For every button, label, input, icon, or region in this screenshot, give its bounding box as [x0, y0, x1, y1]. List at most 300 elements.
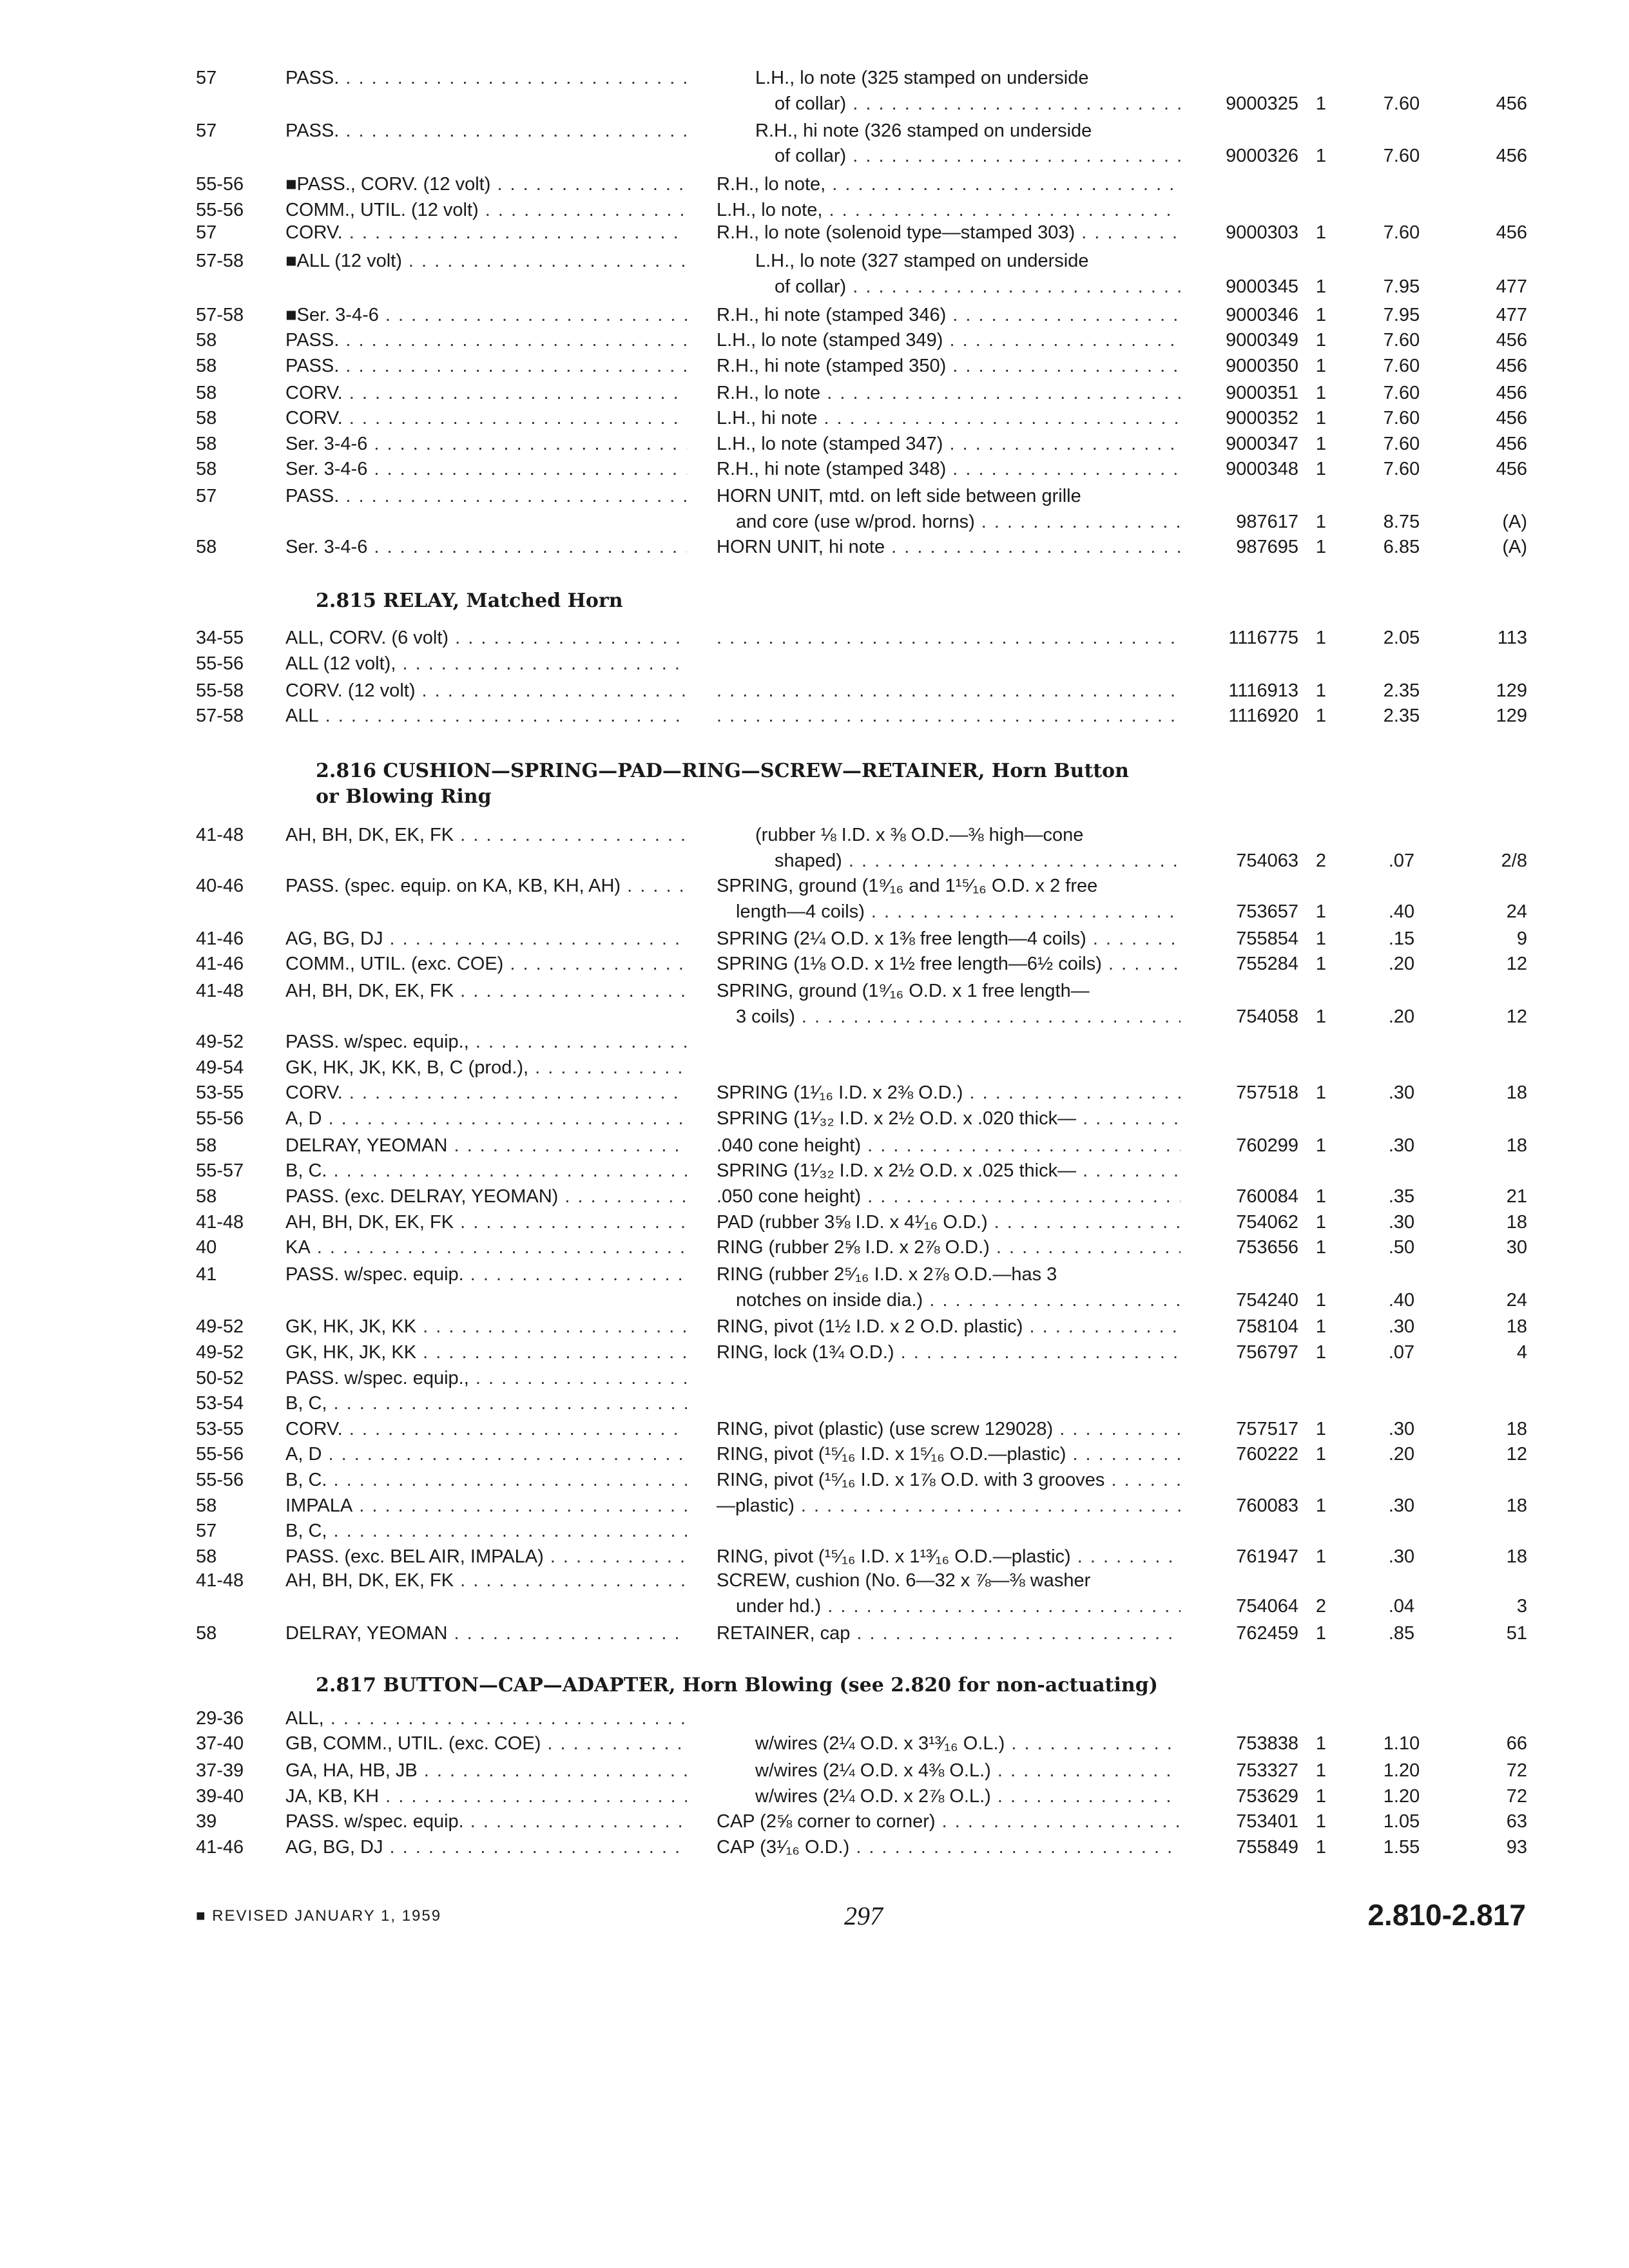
part-description: RETAINER, cap . . . — [717, 1620, 1181, 1646]
list-price: 7.95 — [1383, 276, 1420, 297]
year-range: 55-56 — [196, 1470, 244, 1490]
part-description-cont: of collar) . . . — [717, 143, 1181, 169]
model-name: JA, KB, KH . . . — [285, 1783, 687, 1809]
year-range: 58 — [196, 537, 217, 557]
list-price: 1.20 — [1383, 1786, 1420, 1807]
part-number: 753656 — [1236, 1237, 1298, 1258]
model-name: PASS. . . . — [285, 65, 687, 91]
table-row — [0, 1731, 1629, 1756]
model-name: PASS. . . . — [285, 353, 687, 379]
part-description: RING, pivot (plastic) (use screw 129028) . . . — [717, 1416, 1181, 1442]
part-description: R.H., hi note (stamped 350) . . . — [717, 353, 1181, 379]
group-code: 456 — [1496, 356, 1527, 376]
model-name: COMM., UTIL. (12 volt) . . . — [285, 197, 687, 223]
part-description-cont: and core (use w/prod. horns) . . . — [717, 509, 1181, 535]
part-number: 758104 — [1236, 1316, 1298, 1337]
year-range: 41-46 — [196, 1837, 244, 1858]
part-description — [717, 625, 1181, 651]
table-row — [0, 1467, 1629, 1493]
year-range: 57 — [196, 68, 217, 88]
quantity: 1 — [1315, 1006, 1327, 1027]
model-name: CORV. . . . — [285, 405, 687, 431]
part-description — [717, 703, 1181, 729]
part-description-cont: notches on inside dia.) . . . — [717, 1287, 1181, 1313]
part-number: 760222 — [1236, 1444, 1298, 1465]
part-number: 760084 — [1236, 1186, 1298, 1207]
part-description: R.H., hi note (326 stamped on underside — [755, 120, 1092, 141]
quantity: 1 — [1315, 93, 1327, 114]
list-price: 7.60 — [1383, 222, 1420, 243]
quantity: 1 — [1315, 356, 1327, 376]
group-code: 66 — [1506, 1733, 1527, 1754]
year-range: 49-52 — [196, 1342, 244, 1363]
model-name: ■PASS., CORV. (12 volt) . . . — [285, 171, 687, 197]
list-price: .20 — [1388, 1444, 1415, 1465]
group-code: 12 — [1506, 1444, 1527, 1465]
table-row — [0, 1568, 1629, 1593]
part-number: 755284 — [1236, 954, 1298, 974]
part-number: 755849 — [1236, 1837, 1298, 1858]
part-description: w/wires (2¼ O.D. x 4⅜ O.L.) . . . — [717, 1758, 1181, 1783]
part-number: 757517 — [1236, 1419, 1298, 1439]
list-price: .30 — [1388, 1082, 1415, 1103]
year-range: 37-40 — [196, 1733, 244, 1754]
table-row — [0, 302, 1629, 328]
quantity: 1 — [1315, 1546, 1327, 1567]
model-name: DELRAY, YEOMAN . . . — [285, 1133, 687, 1158]
part-description: HORN UNIT, mtd. on left side between grille — [717, 486, 1081, 506]
part-number: 753629 — [1236, 1786, 1298, 1807]
table-row — [0, 1029, 1629, 1055]
part-description: L.H., lo note (stamped 349) . . . — [717, 327, 1181, 353]
model-name: B, C. . . . — [285, 1158, 687, 1184]
table-row — [0, 1106, 1629, 1131]
model-name: ALL, CORV. (6 volt) . . . — [285, 625, 687, 651]
model-name: PASS. (exc. DELRAY, YEOMAN) . . . — [285, 1184, 687, 1209]
year-range: 57 — [196, 1521, 217, 1541]
model-name: GK, HK, JK, KK . . . — [285, 1314, 687, 1340]
table-row — [0, 1518, 1629, 1544]
model-name: Ser. 3-4-6 . . . — [285, 534, 687, 560]
quantity: 1 — [1315, 222, 1327, 243]
quantity: 1 — [1315, 383, 1327, 403]
table-row — [0, 1209, 1629, 1235]
table-row — [0, 405, 1629, 431]
year-range: 50-52 — [196, 1368, 244, 1389]
part-number: 9000349 — [1226, 330, 1298, 351]
group-code: 72 — [1506, 1786, 1527, 1807]
group-code: 18 — [1506, 1495, 1527, 1516]
table-row — [0, 1758, 1629, 1783]
table-row — [0, 1158, 1629, 1184]
table-row — [0, 483, 1629, 509]
quantity: 1 — [1315, 1316, 1327, 1337]
table-row — [0, 1783, 1629, 1809]
quantity: 1 — [1315, 1760, 1327, 1781]
quantity: 1 — [1315, 954, 1327, 974]
quantity: 1 — [1315, 1495, 1327, 1516]
list-price: 7.95 — [1383, 305, 1420, 325]
model-name: CORV. . . . — [285, 220, 687, 245]
year-range: 41-48 — [196, 825, 244, 845]
table-row — [0, 1544, 1629, 1570]
table-row — [0, 534, 1629, 560]
part-description: SPRING (1¹⁄₁₆ I.D. x 2⅜ O.D.) . . . — [717, 1080, 1181, 1106]
part-number: 755854 — [1236, 928, 1298, 949]
year-range: 58 — [196, 330, 217, 351]
group-code: 18 — [1506, 1082, 1527, 1103]
quantity: 1 — [1315, 628, 1327, 648]
table-row — [0, 1080, 1629, 1106]
part-description-cont: of collar) . . . — [717, 274, 1181, 300]
part-number: 9000326 — [1226, 146, 1298, 166]
part-number: 9000303 — [1226, 222, 1298, 243]
model-name: PASS. . . . — [285, 483, 687, 509]
group-code: 129 — [1496, 706, 1527, 726]
part-description: CAP (3¹⁄₁₆ O.D.) . . . — [717, 1834, 1181, 1860]
list-price: .30 — [1388, 1546, 1415, 1567]
quantity: 1 — [1315, 1811, 1327, 1832]
quantity: 1 — [1315, 276, 1327, 297]
part-description: R.H., lo note (solenoid type—stamped 303) . . . — [717, 220, 1181, 245]
table-row — [0, 899, 1629, 925]
part-description: RING, pivot (¹⁵⁄₁₆ I.D. x 1⁵⁄₁₆ O.D.—plastic) . . . — [717, 1441, 1181, 1467]
table-row — [0, 625, 1629, 651]
model-name: AH, BH, DK, EK, FK . . . — [285, 822, 687, 848]
year-range: 41-46 — [196, 954, 244, 974]
quantity: 2 — [1315, 850, 1327, 871]
year-range: 58 — [196, 434, 217, 454]
group-code: 3 — [1516, 1596, 1527, 1617]
part-number: 753327 — [1236, 1760, 1298, 1781]
quantity: 1 — [1315, 1342, 1327, 1363]
table-row — [0, 1706, 1629, 1731]
table-row — [0, 118, 1629, 144]
list-price: .85 — [1388, 1623, 1415, 1644]
model-name: B, C, . . . — [285, 1390, 687, 1416]
quantity: 1 — [1315, 512, 1327, 532]
part-description: SCREW, cushion (No. 6—32 x ⅞—⅜ washer — [717, 1570, 1091, 1591]
model-name: AG, BG, DJ . . . — [285, 1834, 687, 1860]
list-price: 1.55 — [1383, 1837, 1420, 1858]
part-number: 753657 — [1236, 901, 1298, 922]
list-price: .07 — [1388, 1342, 1415, 1363]
part-description: HORN UNIT, hi note . . . — [717, 534, 1181, 560]
list-price: 7.60 — [1383, 356, 1420, 376]
group-code: 456 — [1496, 408, 1527, 428]
table-row — [0, 509, 1629, 535]
table-row — [0, 1184, 1629, 1209]
table-row — [0, 171, 1629, 197]
part-description: SPRING (1¹⁄₃₂ I.D. x 2½ O.D. x .025 thick— . . . — [717, 1158, 1181, 1184]
part-description: CAP (2⅝ corner to corner) . . . — [717, 1809, 1181, 1834]
model-name: B, C, . . . — [285, 1518, 687, 1544]
list-price: 7.60 — [1383, 434, 1420, 454]
part-description-cont: shaped) . . . — [717, 848, 1181, 874]
quantity: 1 — [1315, 1623, 1327, 1644]
year-range: 57 — [196, 120, 217, 141]
table-row — [0, 703, 1629, 729]
part-description: PAD (rubber 3⅝ I.D. x 4¹⁄₁₆ O.D.) . . . — [717, 1209, 1181, 1235]
part-description: R.H., lo note . . . — [717, 380, 1181, 406]
part-description: .050 cone height) . . . — [717, 1184, 1181, 1209]
group-code: 51 — [1506, 1623, 1527, 1644]
year-range: 53-55 — [196, 1419, 244, 1439]
model-name: ALL (12 volt), . . . — [285, 651, 687, 677]
model-name: DELRAY, YEOMAN . . . — [285, 1620, 687, 1646]
year-range: 55-57 — [196, 1160, 244, 1181]
part-description: w/wires (2¼ O.D. x 3¹³⁄₁₆ O.L.) . . . — [717, 1731, 1181, 1756]
part-description: (rubber ⅛ I.D. x ⅜ O.D.—⅜ high—cone — [755, 825, 1084, 845]
model-name: AH, BH, DK, EK, FK . . . — [285, 1209, 687, 1235]
model-name: PASS. . . . — [285, 327, 687, 353]
list-price: .40 — [1388, 901, 1415, 922]
model-name: ■Ser. 3-4-6 . . . — [285, 302, 687, 328]
section-range: 2.810-2.817 — [1367, 1898, 1526, 1932]
year-range: 49-52 — [196, 1316, 244, 1337]
list-price: .35 — [1388, 1186, 1415, 1207]
year-range: 58 — [196, 459, 217, 479]
model-name: PASS. w/spec. equip. . . . — [285, 1262, 687, 1287]
year-range: 58 — [196, 408, 217, 428]
group-code: 9 — [1516, 928, 1527, 949]
group-code: 456 — [1496, 222, 1527, 243]
part-description-cont: of collar) . . . — [717, 91, 1181, 117]
group-code: 93 — [1506, 1837, 1527, 1858]
part-number: 987695 — [1236, 537, 1298, 557]
model-name: Ser. 3-4-6 . . . — [285, 431, 687, 457]
model-name: PASS. (exc. BEL AIR, IMPALA) . . . — [285, 1544, 687, 1570]
list-price: .15 — [1388, 928, 1415, 949]
group-code: 72 — [1506, 1760, 1527, 1781]
year-range: 55-56 — [196, 653, 244, 674]
group-code: 18 — [1506, 1419, 1527, 1439]
year-range: 41-48 — [196, 981, 244, 1001]
group-code: 18 — [1506, 1316, 1527, 1337]
table-row — [0, 1809, 1629, 1834]
section-heading-2817: 2.817 BUTTON—CAP—ADAPTER, Horn Blowing (see 2.820 for non-actuating) — [316, 1674, 1158, 1696]
table-row — [0, 1441, 1629, 1467]
list-price: .20 — [1388, 1006, 1415, 1027]
part-number: 754063 — [1236, 850, 1298, 871]
part-description: L.H., lo note, . . . — [717, 197, 1181, 223]
part-number: 9000347 — [1226, 434, 1298, 454]
list-price: 1.20 — [1383, 1760, 1420, 1781]
part-description: SPRING, ground (1⁹⁄₁₆ O.D. x 1 free length— — [717, 981, 1090, 1001]
table-row — [0, 822, 1629, 848]
table-row — [0, 1133, 1629, 1158]
quantity: 1 — [1315, 1237, 1327, 1258]
list-price: 7.60 — [1383, 383, 1420, 403]
table-row — [0, 1004, 1629, 1030]
part-description: RING (rubber 2⁵⁄₁₆ I.D. x 2⅞ O.D.—has 3 — [717, 1264, 1057, 1285]
list-price: .40 — [1388, 1290, 1415, 1311]
part-number: 762459 — [1236, 1623, 1298, 1644]
quantity: 1 — [1315, 706, 1327, 726]
table-row — [0, 951, 1629, 977]
quantity: 1 — [1315, 1135, 1327, 1156]
year-range: 40-46 — [196, 876, 244, 896]
year-range: 58 — [196, 1623, 217, 1644]
table-row — [0, 1620, 1629, 1646]
year-range: 55-56 — [196, 200, 244, 220]
model-name: IMPALA . . . — [285, 1493, 687, 1519]
quantity: 1 — [1315, 1419, 1327, 1439]
list-price: 7.60 — [1383, 459, 1420, 479]
part-description: RING (rubber 2⅝ I.D. x 2⅞ O.D.) . . . — [717, 1235, 1181, 1260]
model-name: GA, HA, HB, JB . . . — [285, 1758, 687, 1783]
part-description: RING, pivot (1½ I.D. x 2 O.D. plastic) . . . — [717, 1314, 1181, 1340]
group-code: 4 — [1516, 1342, 1527, 1363]
table-row — [0, 873, 1629, 899]
model-name: PASS. . . . — [285, 118, 687, 144]
table-row — [0, 848, 1629, 874]
section-heading-2816: 2.816 CUSHION—SPRING—PAD—RING—SCREW—RETAINER, Horn Button — [316, 760, 1129, 782]
quantity: 1 — [1315, 459, 1327, 479]
group-code: (A) — [1502, 512, 1527, 532]
table-row — [0, 220, 1629, 245]
group-code: 477 — [1496, 276, 1527, 297]
list-price: 2.35 — [1383, 680, 1420, 701]
group-code: 24 — [1506, 901, 1527, 922]
part-number: 9000350 — [1226, 356, 1298, 376]
model-name: CORV. (12 volt) . . . — [285, 678, 687, 704]
part-description: SPRING (2¼ O.D. x 1⅜ free length—4 coils) . . . — [717, 926, 1181, 952]
list-price: .30 — [1388, 1419, 1415, 1439]
part-number: 756797 — [1236, 1342, 1298, 1363]
table-row — [0, 1235, 1629, 1260]
part-number: 760083 — [1236, 1495, 1298, 1516]
group-code: 456 — [1496, 93, 1527, 114]
part-description: SPRING, ground (1⁹⁄₁₆ and 1¹⁵⁄₁₆ O.D. x 2 free — [717, 876, 1098, 896]
table-row — [0, 274, 1629, 300]
year-range: 57 — [196, 222, 217, 243]
part-description: R.H., lo note, . . . — [717, 171, 1181, 197]
part-number: 753401 — [1236, 1811, 1298, 1832]
part-number: 987617 — [1236, 512, 1298, 532]
year-range: 53-55 — [196, 1082, 244, 1103]
quantity: 1 — [1315, 1786, 1327, 1807]
list-price: 7.60 — [1383, 330, 1420, 351]
model-name: PASS. (spec. equip. on KA, KB, KH, AH) . . . — [285, 873, 687, 899]
group-code: 18 — [1506, 1135, 1527, 1156]
part-number: 754240 — [1236, 1290, 1298, 1311]
year-range: 39 — [196, 1811, 217, 1832]
model-name: PASS. w/spec. equip., . . . — [285, 1029, 687, 1055]
group-code: 30 — [1506, 1237, 1527, 1258]
part-description: L.H., lo note (327 stamped on underside — [755, 251, 1089, 271]
year-range: 58 — [196, 1135, 217, 1156]
model-name: ALL . . . — [285, 703, 687, 729]
list-price: .30 — [1388, 1135, 1415, 1156]
quantity: 1 — [1315, 537, 1327, 557]
list-price: .30 — [1388, 1212, 1415, 1233]
part-description: RING, pivot (¹⁵⁄₁₆ I.D. x 1⅞ O.D. with 3 grooves . . . — [717, 1467, 1181, 1493]
part-description: RING, pivot (¹⁵⁄₁₆ I.D. x 1¹³⁄₁₆ O.D.—plastic) . . . — [717, 1544, 1181, 1570]
quantity: 1 — [1315, 408, 1327, 428]
table-row — [0, 1314, 1629, 1340]
table-row — [0, 380, 1629, 406]
model-name: B, C. . . . — [285, 1467, 687, 1493]
table-row — [0, 327, 1629, 353]
year-range: 55-56 — [196, 1444, 244, 1465]
table-row — [0, 1834, 1629, 1860]
year-range: 57-58 — [196, 251, 244, 271]
list-price: .20 — [1388, 954, 1415, 974]
part-number: 754064 — [1236, 1596, 1298, 1617]
part-number: 761947 — [1236, 1546, 1298, 1567]
year-range: 41 — [196, 1264, 217, 1285]
model-name: CORV. . . . — [285, 380, 687, 406]
part-description — [717, 678, 1181, 704]
group-code: (A) — [1502, 537, 1527, 557]
part-number: 9000346 — [1226, 305, 1298, 325]
group-code: 24 — [1506, 1290, 1527, 1311]
part-number: 754058 — [1236, 1006, 1298, 1027]
year-range: 57 — [196, 486, 217, 506]
group-code: 113 — [1497, 628, 1527, 648]
year-range: 37-39 — [196, 1760, 244, 1781]
part-number: 9000348 — [1226, 459, 1298, 479]
part-description-cont: length—4 coils) . . . — [717, 899, 1181, 925]
quantity: 1 — [1315, 1186, 1327, 1207]
model-name: CORV. . . . — [285, 1416, 687, 1442]
quantity: 1 — [1315, 305, 1327, 325]
year-range: 58 — [196, 1546, 217, 1567]
group-code: 456 — [1496, 459, 1527, 479]
part-number: 9000325 — [1226, 93, 1298, 114]
list-price: .30 — [1388, 1495, 1415, 1516]
quantity: 1 — [1315, 680, 1327, 701]
table-row — [0, 1390, 1629, 1416]
model-name: CORV. . . . — [285, 1080, 687, 1106]
model-name: A, D . . . — [285, 1106, 687, 1131]
part-number: 760299 — [1236, 1135, 1298, 1156]
list-price: 7.60 — [1383, 146, 1420, 166]
quantity: 1 — [1315, 1837, 1327, 1858]
part-description: R.H., hi note (stamped 346) . . . — [717, 302, 1181, 328]
model-name: AG, BG, DJ . . . — [285, 926, 687, 952]
part-number: 1116775 — [1228, 628, 1298, 648]
quantity: 2 — [1315, 1596, 1327, 1617]
quantity: 1 — [1315, 901, 1327, 922]
table-row — [0, 248, 1629, 274]
table-row — [0, 456, 1629, 482]
table-row — [0, 91, 1629, 117]
year-range: 57-58 — [196, 305, 244, 325]
quantity: 1 — [1315, 1212, 1327, 1233]
part-number: 9000345 — [1226, 276, 1298, 297]
part-description: w/wires (2¼ O.D. x 2⅞ O.L.) . . . — [717, 1783, 1181, 1809]
part-description: RING, lock (1¾ O.D.) . . . — [717, 1340, 1181, 1365]
group-code: 63 — [1506, 1811, 1527, 1832]
list-price: 8.75 — [1383, 512, 1420, 532]
table-row — [0, 1493, 1629, 1519]
quantity: 1 — [1315, 1444, 1327, 1465]
quantity: 1 — [1315, 1290, 1327, 1311]
table-row — [0, 431, 1629, 457]
table-row — [0, 1593, 1629, 1619]
model-name: ALL, . . . — [285, 1706, 687, 1731]
quantity: 1 — [1315, 330, 1327, 351]
year-range: 41-48 — [196, 1212, 244, 1233]
list-price: .04 — [1388, 1596, 1415, 1617]
group-code: 12 — [1506, 954, 1527, 974]
part-number: 9000351 — [1226, 383, 1298, 403]
quantity: 1 — [1315, 1082, 1327, 1103]
list-price: 7.60 — [1383, 408, 1420, 428]
list-price: 2.05 — [1383, 628, 1420, 648]
